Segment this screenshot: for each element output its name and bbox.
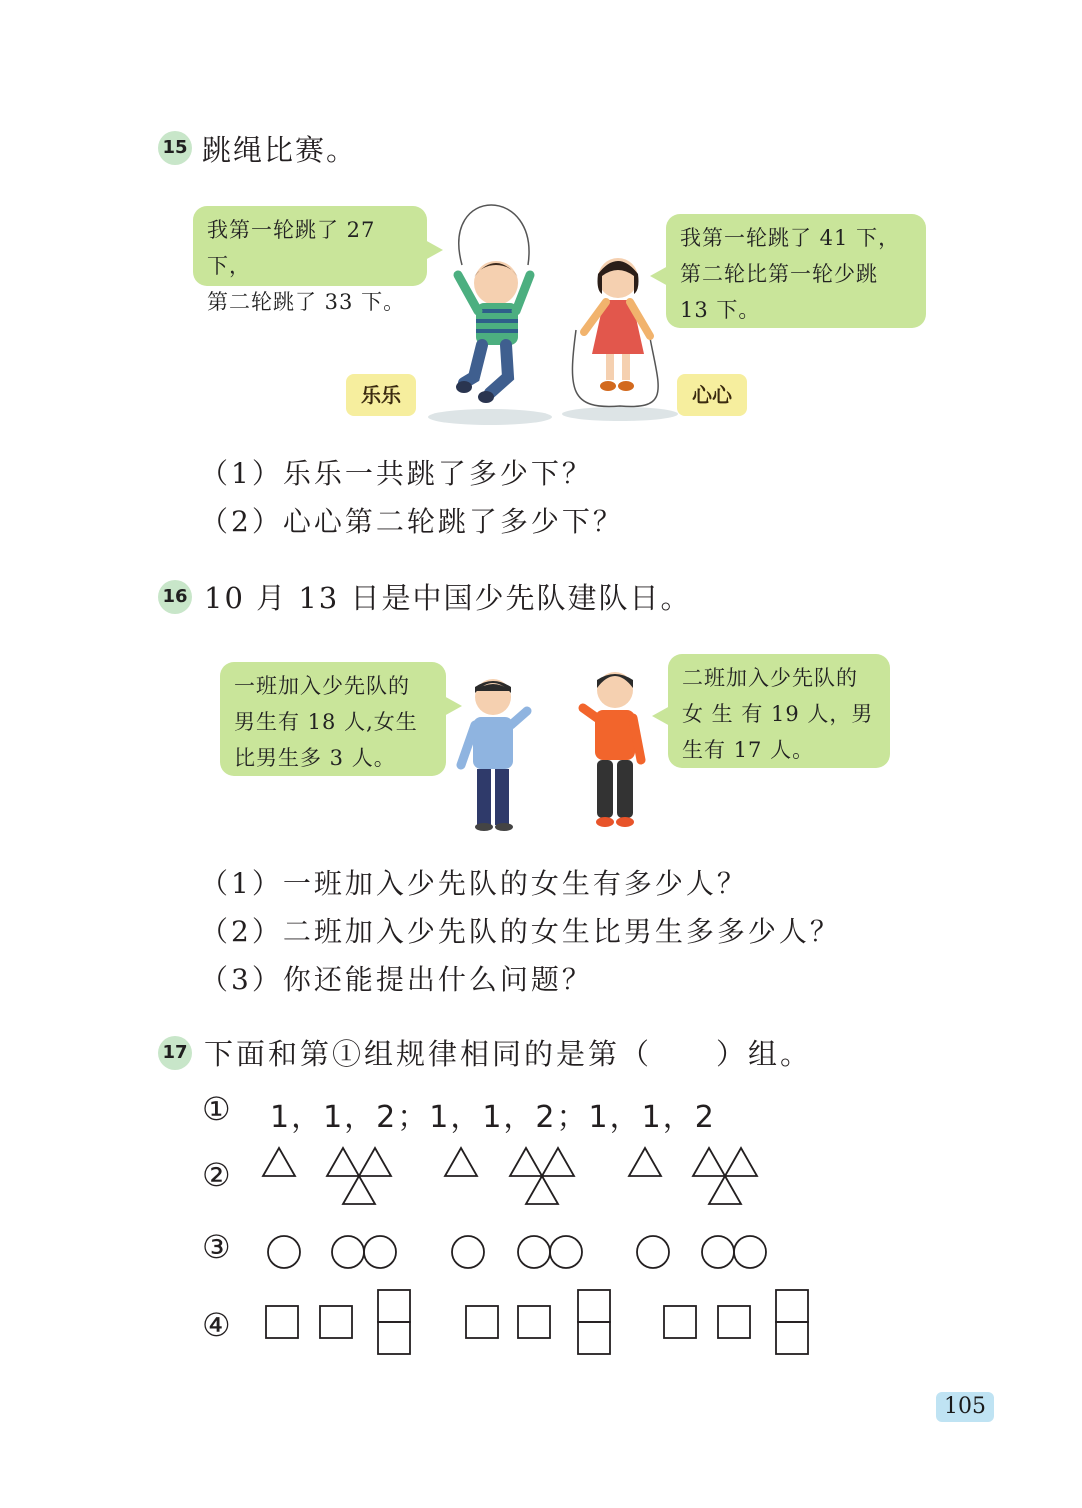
problem-number-15: 15 [158,131,192,165]
circle [702,1236,734,1268]
bubble-line: 一班加入少先队的 [234,674,410,698]
stacked-squares [378,1290,410,1322]
bubble-line: 第二轮比第一轮少跳 [680,262,878,286]
row-label-2: ② [202,1156,231,1194]
circle [637,1236,669,1268]
bubble-line: 男生有 18 人,女生 [234,710,418,734]
problem-16-question-1: （1）一班加入少先队的女生有多少人？ [200,867,748,900]
stacked-squares [578,1290,610,1322]
bubble-line: 13 下。 [680,298,761,322]
triangle-group [693,1148,725,1176]
square [518,1306,550,1338]
problem-17-title: 下面和第①组规律相同的是第（ ）组。 [204,1037,813,1071]
triangle-group [526,1176,558,1204]
circle [550,1236,582,1268]
boy-jumping-rope-illustration [420,205,580,430]
bubble-line: 生有 17 人。 [682,738,815,762]
class2-child-illustration [575,668,655,833]
lele-name-tag: 乐乐 [346,374,416,416]
triangle-single [263,1148,295,1176]
lele-speech-bubble [193,206,427,314]
problem-number-16: 16 [158,580,192,614]
triangle-group [709,1176,741,1204]
problem-number-17: 17 [158,1036,192,1070]
class2-speech-bubble [668,654,890,768]
class1-boy-illustration [455,675,535,835]
stacked-squares [578,1322,610,1354]
triangle-group [542,1148,574,1176]
row-4-square-pattern [260,1286,820,1358]
problem-16-question-2: （2）二班加入少先队的女生比男生多多少人？ [200,915,841,948]
row-label-4: ④ [202,1306,231,1344]
problem-15-question-1: （1）乐乐一共跳了多少下？ [200,457,593,490]
circle [452,1236,484,1268]
page-number: 105 [936,1392,994,1422]
bubble-line: 第二轮跳了 33 下。 [207,290,406,314]
xinxin-name-tag: 心心 [677,374,747,416]
triangle-group [510,1148,542,1176]
stacked-squares [378,1322,410,1354]
square [466,1306,498,1338]
problem-15-title: 跳绳比赛。 [202,133,358,167]
bubble-line: 女 生 有 19 人，男 [682,702,874,726]
square [266,1306,298,1338]
square [664,1306,696,1338]
circle [734,1236,766,1268]
row-3-circle-pattern [260,1230,780,1274]
row-label-1: ① [202,1090,231,1128]
circle [364,1236,396,1268]
triangle-group [359,1148,391,1176]
triangle-group [327,1148,359,1176]
problem-16-title: 10 月 13 日是中国少先队建队日。 [204,581,692,615]
bubble-line: 我第一轮跳了 41 下， [680,226,901,250]
row-1-number-sequence: 1，1，2；1，1，2；1，1，2 [270,1100,716,1135]
xinxin-speech-bubble [666,214,926,328]
row-label-3: ③ [202,1228,231,1266]
square [718,1306,750,1338]
class1-speech-bubble [220,662,446,776]
triangle-group [725,1148,757,1176]
circle [518,1236,550,1268]
triangle-single [445,1148,477,1176]
bubble-line: 二班加入少先队的 [682,666,858,690]
triangle-single [629,1148,661,1176]
triangle-group [343,1176,375,1204]
stacked-squares [776,1290,808,1322]
row-2-triangle-pattern [255,1140,775,1210]
problem-16-question-3: （3）你还能提出什么问题？ [200,963,593,996]
circle [332,1236,364,1268]
bubble-line: 比男生多 3 人。 [234,746,396,770]
bubble-line: 我第一轮跳了 27 下， [207,218,376,278]
problem-15-question-2: （2）心心第二轮跳了多少下？ [200,505,624,538]
stacked-squares [776,1322,808,1354]
circle [268,1236,300,1268]
square [320,1306,352,1338]
girl-jumping-rope-illustration [570,250,670,425]
